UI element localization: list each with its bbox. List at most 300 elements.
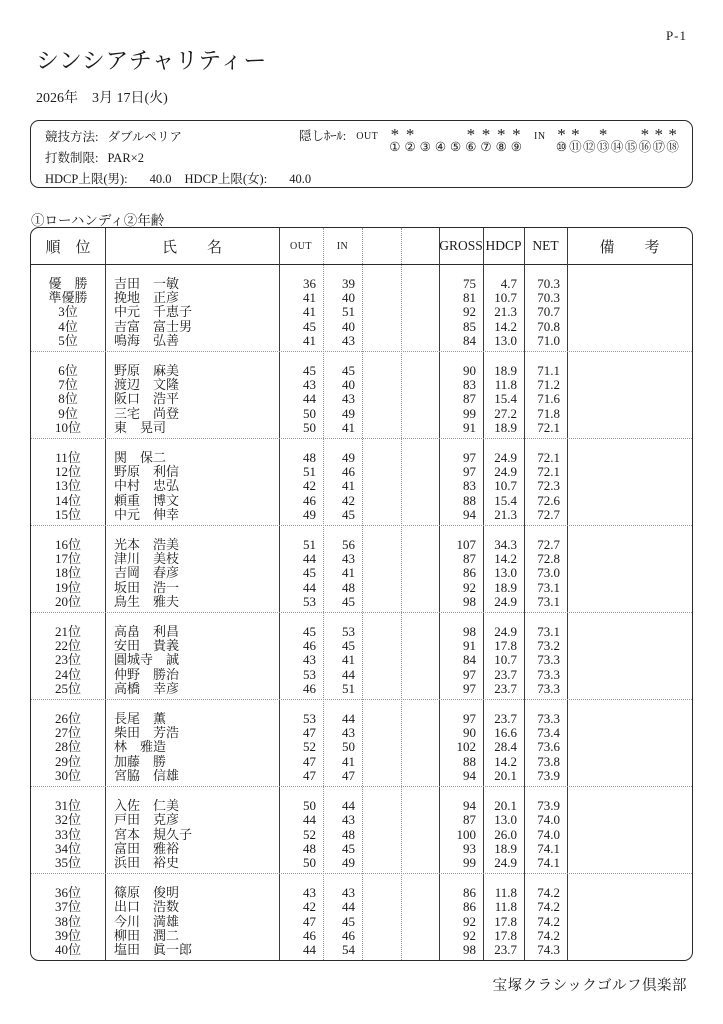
remarks-cell	[567, 668, 692, 682]
rank-cell: 36位	[54, 885, 81, 901]
in-score-cell: 40	[342, 290, 355, 306]
stroke-limit-line	[45, 148, 311, 169]
gross-cell: 81	[463, 290, 476, 306]
hole-cell	[568, 125, 582, 154]
empty-cell	[362, 943, 401, 957]
remarks-cell	[567, 552, 692, 566]
hdcp-cell: 18.9	[494, 419, 517, 435]
rank-cell: 12位	[54, 464, 81, 480]
rank-cell: 3位	[58, 304, 78, 320]
rank-cell: 31位	[54, 798, 81, 814]
empty-cell	[362, 320, 401, 334]
hole-number: ⑪	[569, 140, 582, 154]
gross-cell: 92	[463, 927, 476, 943]
net-cell: 73.9	[537, 767, 560, 783]
empty-cell	[362, 392, 401, 406]
rank-cell: 25位	[54, 680, 81, 696]
out-score-cell: 48	[303, 840, 316, 856]
gross-cell: 83	[463, 478, 476, 494]
empty-cell	[401, 929, 439, 943]
gross-cell: 90	[463, 725, 476, 741]
out-score-cell: 46	[303, 492, 316, 508]
gross-cell: 98	[463, 941, 476, 957]
gross-cell: 93	[463, 840, 476, 856]
empty-cell	[362, 465, 401, 479]
gross-cell: 88	[463, 753, 476, 769]
empty-cell	[401, 769, 439, 783]
rank-cell: 6位	[58, 363, 78, 379]
hole-cell	[624, 128, 638, 154]
remarks-cell	[567, 813, 692, 827]
empty-cell	[401, 828, 439, 842]
remarks-cell	[567, 465, 692, 479]
out-score-cell: 47	[303, 753, 316, 769]
net-cell: 72.7	[537, 506, 560, 522]
hidden-holes-out	[387, 125, 524, 154]
net-cell: 74.0	[537, 812, 560, 828]
hdcp-cell: 24.9	[494, 854, 517, 870]
name-cell: 今川 満雄	[114, 913, 180, 929]
gross-cell: 98	[463, 593, 476, 609]
result-row	[31, 451, 692, 465]
empty-cell	[401, 407, 439, 421]
gross-cell: 87	[463, 812, 476, 828]
in-score-cell: 49	[342, 450, 355, 466]
club-name: 宝塚クラシックゴルフ倶楽部	[492, 978, 687, 994]
name-cell: 津川 美枝	[114, 551, 180, 567]
hole-cell	[509, 125, 524, 154]
name-cell: 富田 雅裕	[114, 840, 180, 856]
result-row	[31, 320, 692, 334]
net-cell: 73.8	[537, 753, 560, 769]
empty-cell	[401, 653, 439, 667]
hole-number: ⑥	[465, 140, 477, 154]
gross-cell: 97	[463, 464, 476, 480]
row-group	[31, 786, 692, 873]
hdcp-cell: 26.0	[494, 826, 517, 842]
empty-cell	[401, 378, 439, 392]
hidden-holes-out-label: OUT	[356, 131, 379, 142]
result-row	[31, 479, 692, 493]
gross-cell: 91	[463, 638, 476, 654]
row-group	[31, 525, 692, 612]
gross-cell: 99	[463, 405, 476, 421]
name-cell: 吉富 富士男	[114, 318, 193, 334]
empty-cell	[401, 277, 439, 291]
in-score-cell: 51	[342, 304, 355, 320]
empty-cell	[362, 625, 401, 639]
in-score-cell: 43	[342, 885, 355, 901]
result-row	[31, 842, 692, 856]
hdcp-limit-line	[45, 169, 311, 190]
hole-cell	[448, 128, 463, 154]
in-score-cell: 43	[342, 391, 355, 407]
rank-cell: 33位	[54, 826, 81, 842]
in-score-cell: 45	[342, 506, 355, 522]
rank-cell: 28位	[54, 739, 81, 755]
name-cell: 三宅 尚登	[114, 405, 180, 421]
rank-cell: 37位	[54, 899, 81, 915]
in-score-cell: 45	[342, 638, 355, 654]
out-score-cell: 50	[303, 405, 316, 421]
name-cell: 宮脇 信雄	[114, 767, 180, 783]
remarks-cell	[567, 421, 692, 435]
in-score-cell: 44	[342, 798, 355, 814]
out-score-cell: 52	[303, 739, 316, 755]
net-cell: 72.3	[537, 478, 560, 494]
net-cell: 73.3	[537, 711, 560, 727]
hdcp-cell: 18.9	[494, 579, 517, 595]
empty-cell	[362, 595, 401, 609]
rank-cell: 24位	[54, 666, 81, 682]
rank-cell: 29位	[54, 753, 81, 769]
hdcp-cell: 11.8	[494, 885, 517, 901]
in-score-cell: 42	[342, 492, 355, 508]
in-score-cell: 46	[342, 464, 355, 480]
remarks-cell	[567, 407, 692, 421]
name-cell: 入佐 仁美	[114, 798, 180, 814]
hdcp-cell: 18.9	[494, 840, 517, 856]
name-cell: 中村 忠弘	[114, 478, 180, 494]
rank-cell: 32位	[54, 812, 81, 828]
gross-cell: 97	[463, 450, 476, 466]
remarks-cell	[567, 900, 692, 914]
name-cell: 圓城寺 誠	[114, 652, 180, 668]
empty-cell	[401, 451, 439, 465]
gross-cell: 85	[463, 318, 476, 334]
in-score-cell: 53	[342, 624, 355, 640]
hidden-hole-star: *	[466, 125, 476, 144]
hdcp-cell: 11.8	[494, 899, 517, 915]
rank-cell: 16位	[54, 537, 81, 553]
rank-cell: 準優勝	[48, 290, 88, 306]
row-group	[31, 351, 692, 438]
name-cell: 坂田 浩一	[114, 579, 180, 595]
out-score-cell: 44	[303, 551, 316, 567]
hdcp-men-label: HDCP上限(男):	[45, 172, 128, 186]
gross-cell: 94	[463, 506, 476, 522]
name-cell: 中元 千恵子	[114, 304, 193, 320]
empty-cell	[362, 828, 401, 842]
net-cell: 70.7	[537, 304, 560, 320]
hdcp-cell: 14.2	[494, 753, 517, 769]
net-cell: 74.2	[537, 885, 560, 901]
out-score-cell: 41	[303, 304, 316, 320]
in-score-cell: 54	[342, 941, 355, 957]
result-row	[31, 277, 692, 291]
hidden-holes	[299, 125, 680, 154]
in-score-cell: 43	[342, 332, 355, 348]
out-score-cell: 47	[303, 725, 316, 741]
remarks-cell	[567, 799, 692, 813]
out-score-cell: 51	[303, 537, 316, 553]
hdcp-cell: 11.8	[494, 377, 517, 393]
out-score-cell: 47	[303, 913, 316, 929]
hole-cell	[418, 128, 433, 154]
remarks-cell	[567, 682, 692, 696]
name-cell: 光本 浩美	[114, 537, 180, 553]
rank-cell: 10位	[54, 419, 81, 435]
name-cell: 吉岡 春彦	[114, 565, 180, 581]
name-cell: 戸田 克彦	[114, 812, 180, 828]
hidden-holes-label: 隠しﾎｰﾙ:	[299, 129, 347, 143]
out-score-cell: 52	[303, 826, 316, 842]
hole-cell	[610, 128, 624, 154]
hdcp-cell: 15.4	[494, 492, 517, 508]
remarks-cell	[567, 856, 692, 870]
hdcp-cell: 14.2	[494, 551, 517, 567]
hdcp-cell: 10.7	[494, 478, 517, 494]
hidden-hole-star: *	[668, 125, 677, 144]
rank-cell: 34位	[54, 840, 81, 856]
hdcp-women-value: 40.0	[289, 172, 312, 186]
result-row	[31, 595, 692, 609]
rank-cell: 40位	[54, 941, 81, 957]
result-row	[31, 552, 692, 566]
out-score-cell: 50	[303, 419, 316, 435]
out-score-cell: 42	[303, 899, 316, 915]
hole-number: ⑯	[638, 140, 652, 154]
empty-cell	[401, 552, 439, 566]
row-group	[31, 438, 692, 525]
empty-cell	[401, 625, 439, 639]
out-score-cell: 53	[303, 593, 316, 609]
result-row	[31, 712, 692, 726]
result-row	[31, 508, 692, 522]
out-score-cell: 50	[303, 798, 316, 814]
hidden-hole-star: *	[481, 125, 491, 144]
name-cell: 宮本 規久子	[114, 826, 193, 842]
out-score-cell: 53	[303, 711, 316, 727]
hole-cell	[387, 125, 402, 154]
empty-cell	[401, 305, 439, 319]
empty-cell	[362, 479, 401, 493]
hdcp-cell: 17.8	[494, 913, 517, 929]
hole-cell	[596, 125, 610, 154]
empty-cell	[401, 915, 439, 929]
in-score-cell: 40	[342, 318, 355, 334]
empty-cell	[401, 842, 439, 856]
name-cell: 安田 貴義	[114, 638, 180, 654]
hdcp-men-value: 40.0	[149, 172, 172, 186]
gross-cell: 90	[463, 363, 476, 379]
hole-cell	[433, 128, 448, 154]
result-row	[31, 755, 692, 769]
rank-cell: 7位	[58, 377, 78, 393]
stroke-limit-label: 打数制限:	[45, 151, 99, 165]
empty-cell	[362, 494, 401, 508]
column-header-out: OUT	[289, 240, 313, 252]
hdcp-cell: 28.4	[494, 739, 517, 755]
out-score-cell: 44	[303, 812, 316, 828]
net-cell: 72.6	[537, 492, 560, 508]
result-row	[31, 538, 692, 552]
result-row	[31, 886, 692, 900]
out-score-cell: 53	[303, 666, 316, 682]
empty-cell	[362, 566, 401, 580]
remarks-cell	[567, 392, 692, 406]
hole-cell	[638, 125, 652, 154]
name-cell: 東 晃司	[114, 419, 167, 435]
name-cell: 柴田 芳浩	[114, 725, 180, 741]
hdcp-cell: 16.6	[494, 725, 517, 741]
remarks-cell	[567, 581, 692, 595]
net-cell: 74.2	[537, 927, 560, 943]
rank-cell: 11位	[55, 450, 81, 466]
remarks-cell	[567, 566, 692, 580]
gross-cell: 87	[463, 391, 476, 407]
name-cell: 塩田 眞一郎	[114, 941, 193, 957]
in-score-cell: 56	[342, 537, 355, 553]
net-cell: 71.1	[537, 363, 560, 379]
net-cell: 73.1	[537, 593, 560, 609]
result-row	[31, 740, 692, 754]
remarks-cell	[567, 915, 692, 929]
hole-number: ⑰	[652, 140, 665, 154]
name-cell: 篠原 俊明	[114, 885, 180, 901]
remarks-cell	[567, 334, 692, 348]
net-cell: 74.2	[537, 899, 560, 915]
hidden-hole-star: *	[654, 125, 663, 144]
empty-cell	[362, 291, 401, 305]
empty-cell	[362, 799, 401, 813]
in-score-cell: 39	[342, 276, 355, 291]
out-score-cell: 44	[303, 941, 316, 957]
empty-cell	[401, 364, 439, 378]
in-score-cell: 48	[342, 579, 355, 595]
hidden-hole-star: *	[571, 125, 580, 144]
hole-cell	[652, 125, 666, 154]
out-score-cell: 45	[303, 624, 316, 640]
remarks-cell	[567, 451, 692, 465]
gross-cell: 86	[463, 885, 476, 901]
name-cell: 野原 利信	[114, 464, 180, 480]
name-cell: 高畠 利昌	[114, 624, 180, 640]
remarks-cell	[567, 726, 692, 740]
empty-cell	[362, 929, 401, 943]
result-row	[31, 625, 692, 639]
empty-cell	[401, 465, 439, 479]
gross-cell: 92	[463, 304, 476, 320]
remarks-cell	[567, 625, 692, 639]
out-score-cell: 46	[303, 680, 316, 696]
hole-cell	[463, 125, 478, 154]
empty-cell	[401, 538, 439, 552]
net-cell: 73.1	[537, 579, 560, 595]
empty-cell	[401, 595, 439, 609]
remarks-cell	[567, 378, 692, 392]
hole-cell	[494, 125, 509, 154]
remarks-cell	[567, 494, 692, 508]
out-score-cell: 36	[303, 276, 316, 291]
empty-cell	[401, 508, 439, 522]
remarks-cell	[567, 842, 692, 856]
hidden-hole-star: *	[557, 125, 566, 144]
rank-cell: 20位	[54, 593, 81, 609]
competition-info	[45, 127, 311, 190]
name-cell: 仲野 勝治	[114, 666, 180, 682]
out-score-cell: 51	[303, 464, 316, 480]
in-score-cell: 47	[342, 767, 355, 783]
empty-cell	[362, 421, 401, 435]
result-row	[31, 334, 692, 348]
in-score-cell: 44	[342, 711, 355, 727]
remarks-cell	[567, 712, 692, 726]
in-score-cell: 40	[342, 377, 355, 393]
remarks-cell	[567, 479, 692, 493]
empty-cell	[401, 581, 439, 595]
hdcp-cell: 24.9	[494, 624, 517, 640]
net-cell: 74.2	[537, 913, 560, 929]
in-score-cell: 45	[342, 363, 355, 379]
event-date: 2026年 3月 17日(火)	[36, 91, 168, 106]
remarks-cell	[567, 943, 692, 957]
net-cell: 73.6	[537, 739, 560, 755]
empty-cell	[362, 712, 401, 726]
empty-cell	[362, 334, 401, 348]
in-score-cell: 45	[342, 840, 355, 856]
net-cell: 72.8	[537, 551, 560, 567]
gross-cell: 92	[463, 913, 476, 929]
column-header-rank: 順 位	[45, 239, 91, 256]
out-score-cell: 45	[303, 318, 316, 334]
rank-cell: 15位	[54, 506, 81, 522]
method-line	[45, 127, 311, 148]
hole-number: ⑮	[624, 140, 638, 154]
remarks-cell	[567, 364, 692, 378]
net-cell: 71.2	[537, 377, 560, 393]
net-cell: 72.7	[537, 537, 560, 553]
out-score-cell: 43	[303, 377, 316, 393]
in-score-cell: 41	[342, 565, 355, 581]
rank-cell: 22位	[54, 638, 81, 654]
out-score-cell: 43	[303, 652, 316, 668]
out-score-cell: 45	[303, 565, 316, 581]
empty-cell	[362, 740, 401, 754]
page-title: シンシアチャリティー	[36, 48, 267, 73]
remarks-cell	[567, 886, 692, 900]
in-score-cell: 44	[342, 899, 355, 915]
result-row	[31, 465, 692, 479]
hdcp-cell: 17.8	[494, 638, 517, 654]
hdcp-cell: 23.7	[494, 941, 517, 957]
empty-cell	[362, 886, 401, 900]
out-score-cell: 44	[303, 391, 316, 407]
gross-cell: 86	[463, 899, 476, 915]
result-row	[31, 378, 692, 392]
remarks-cell	[567, 769, 692, 783]
result-row	[31, 929, 692, 943]
name-cell: 頼重 博文	[114, 492, 180, 508]
hole-number: ④	[434, 140, 447, 154]
empty-cell	[401, 740, 439, 754]
result-row	[31, 915, 692, 929]
empty-cell	[401, 392, 439, 406]
ranking-criteria-label: ①ローハンディ②年齢	[31, 213, 165, 228]
remarks-cell	[567, 305, 692, 319]
out-score-cell: 45	[303, 363, 316, 379]
hole-number: ⑤	[450, 140, 462, 154]
result-row	[31, 581, 692, 595]
hdcp-cell: 23.7	[494, 680, 517, 696]
hdcp-cell: 27.2	[494, 405, 517, 421]
empty-cell	[401, 755, 439, 769]
net-cell: 72.1	[537, 450, 560, 466]
empty-cell	[362, 538, 401, 552]
result-row	[31, 392, 692, 406]
hdcp-cell: 24.9	[494, 450, 517, 466]
hdcp-cell: 23.7	[494, 666, 517, 682]
